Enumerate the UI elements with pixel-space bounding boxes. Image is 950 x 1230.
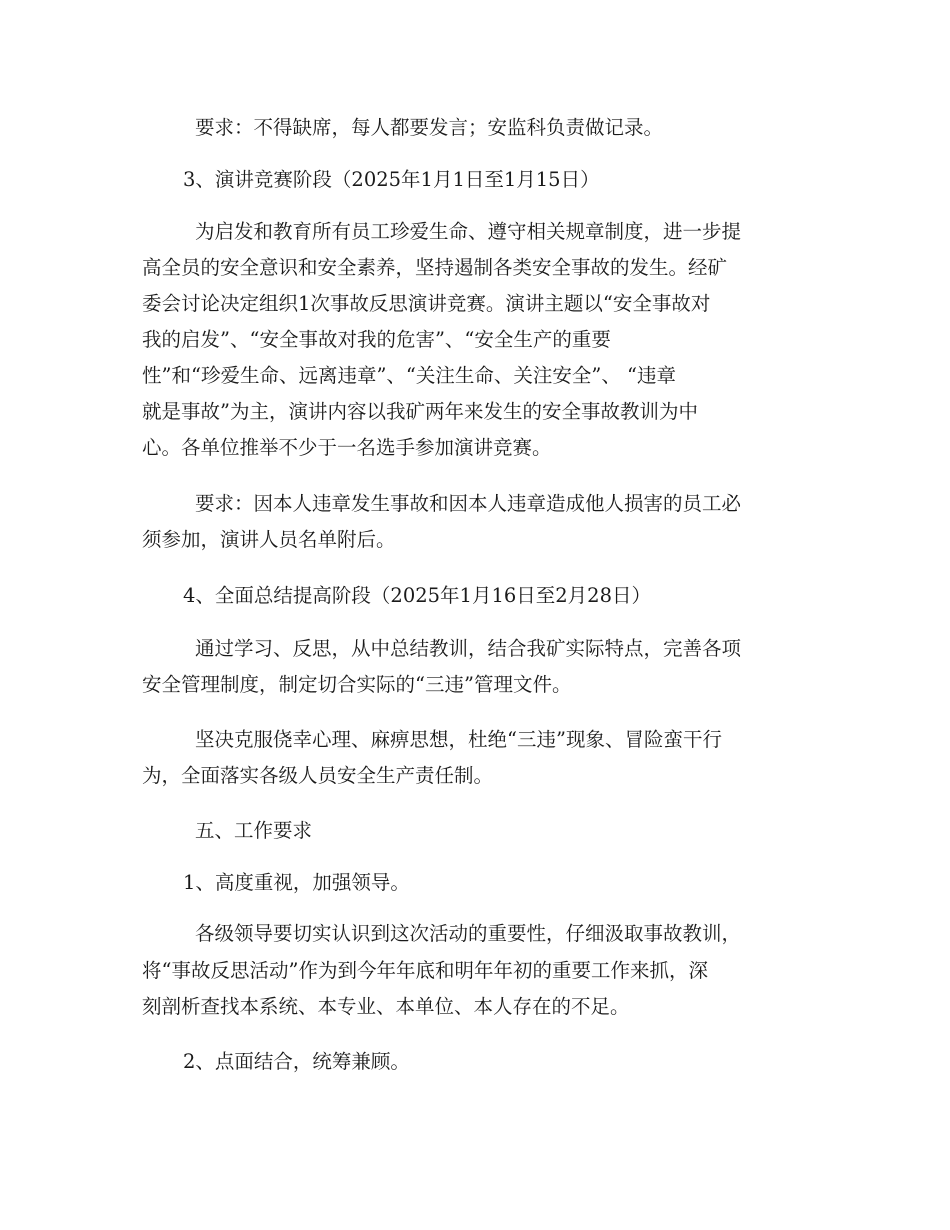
- text-line: 通过学习、反思，从中总结教训，结合我矿实际特点，完善各项: [195, 637, 742, 660]
- section-heading: 五、工作要求: [195, 819, 313, 842]
- section-heading: 4、全面总结提高阶段（2025年1月16日至2月28日）: [183, 584, 651, 607]
- text-line: 为，全面落实各级人员安全生产责任制。: [142, 764, 494, 787]
- text-line: 性”和“珍爱生命、远离违章”、“关注生命、关注安全”、 “违章: [142, 364, 677, 387]
- text-line: 我的启发”、“安全事故对我的危害”、“安全生产的重要: [142, 328, 611, 351]
- text-line: 心。各单位推举不少于一名选手参加演讲竞赛。: [142, 436, 552, 459]
- section-heading: 1、高度重视，加强领导。: [183, 871, 410, 894]
- text-line: 要求：不得缺席，每人都要发言；安监科负责做记录。: [195, 116, 664, 139]
- text-line: 高全员的安全意识和安全素养，坚持遏制各类安全事故的发生。经矿: [142, 256, 728, 279]
- text-line: 安全管理制度，制定切合实际的“三违”管理文件。: [142, 673, 572, 696]
- text-line: 就是事故”为主，演讲内容以我矿两年来发生的安全事故教训为中: [142, 400, 698, 423]
- text-line: 刻剖析查找本系统、本专业、本单位、本人存在的不足。: [142, 995, 630, 1018]
- text-line: 为启发和教育所有员工珍爱生命、遵守相关规章制度，进一步提: [195, 220, 742, 243]
- text-line: 将“事故反思活动”作为到今年年底和明年年初的重要工作来抓，深: [142, 959, 708, 982]
- text-line: 坚决克服侥幸心理、麻痹思想，杜绝“三违”现象、冒险蛮干行: [195, 728, 722, 751]
- text-line: 各级领导要切实认识到这次活动的重要性，仔细汲取事故教训，: [195, 922, 742, 945]
- section-heading: 3、演讲竞赛阶段（2025年1月1日至1月15日）: [183, 168, 600, 191]
- section-heading: 2、点面结合，统筹兼顾。: [183, 1050, 410, 1073]
- text-line: 委会讨论决定组织1次事故反思演讲竞赛。演讲主题以“安全事故对: [142, 292, 711, 315]
- text-line: 须参加，演讲人员名单附后。: [142, 528, 396, 551]
- text-line: 要求：因本人违章发生事故和因本人违章造成他人损害的员工必: [195, 492, 742, 515]
